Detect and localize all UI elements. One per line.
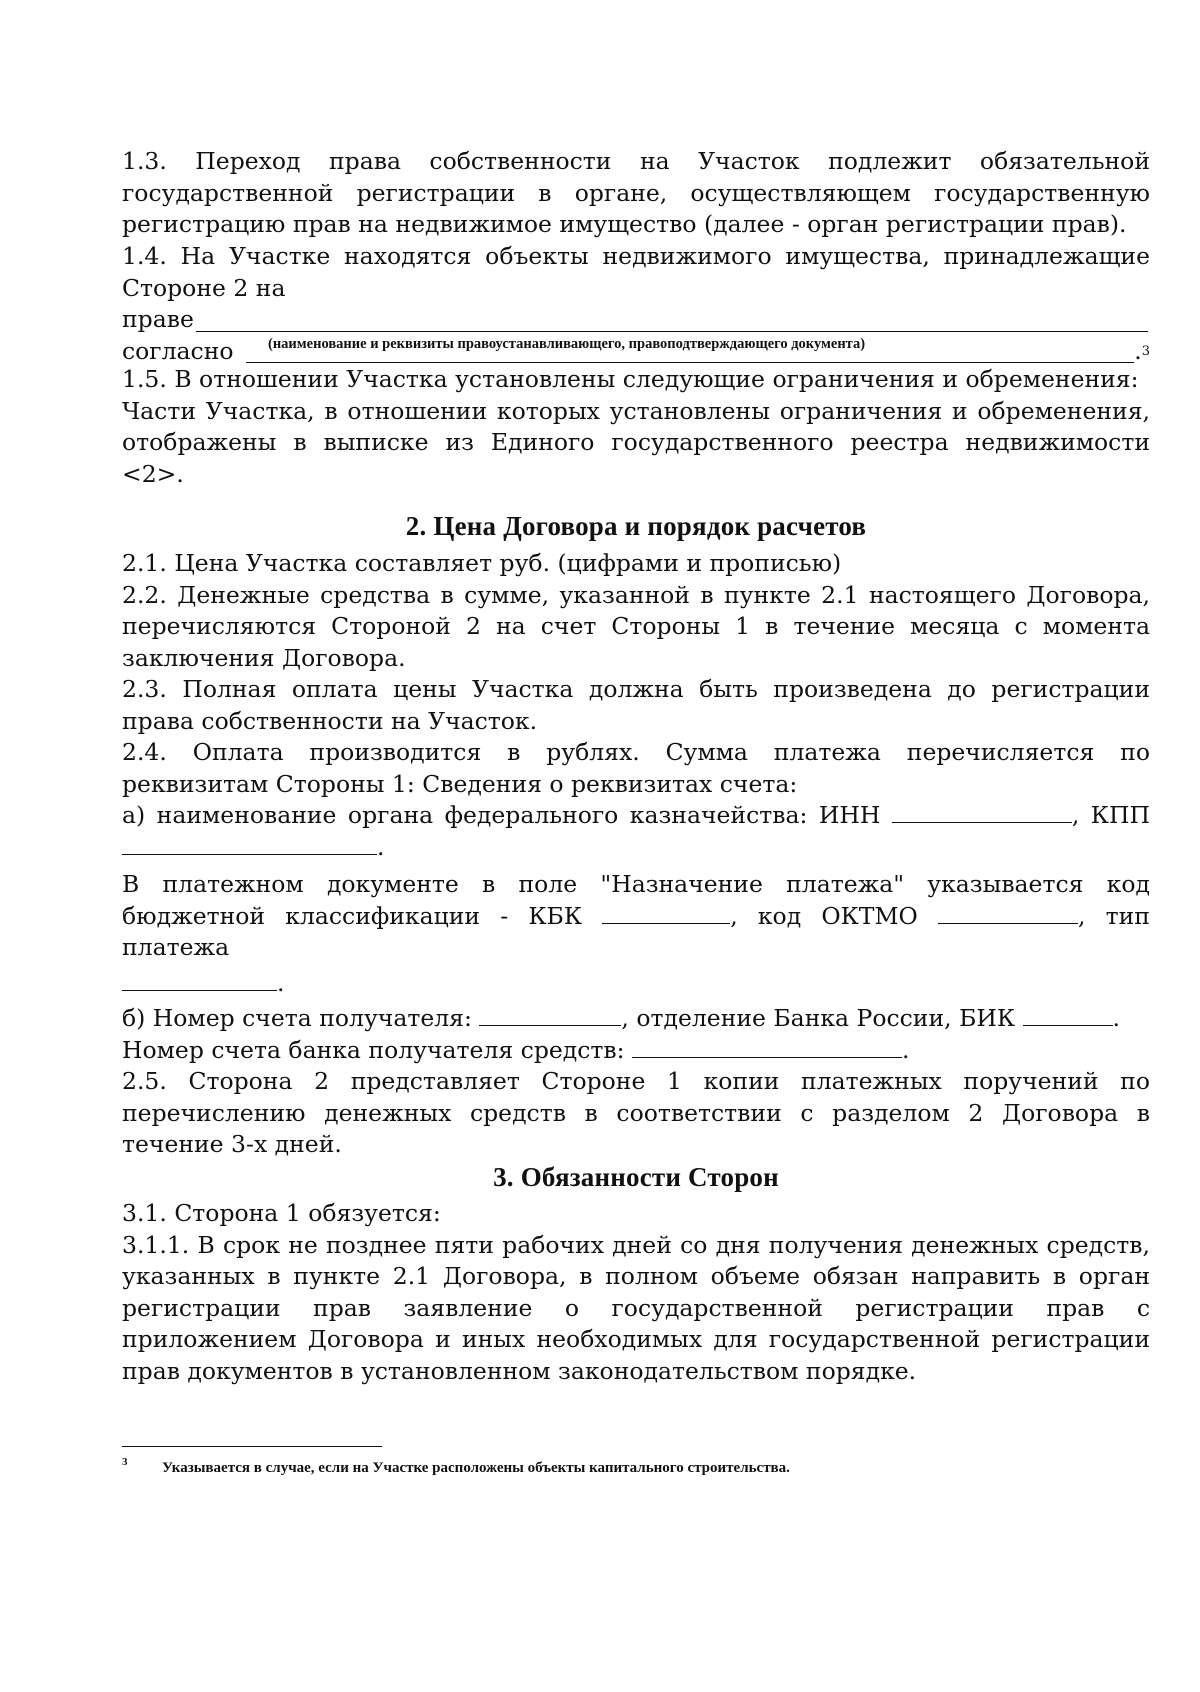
document-caption: (наименование и реквизиты правоустанавливающего, правоподтверждающего документа) <box>268 336 866 352</box>
pravo-row <box>122 304 1150 336</box>
section-2 <box>122 511 1150 542</box>
clause-1-4-text: 1.4. На Участке находятся объекты недвижимого имущества, принадлежащие Стороне 2 на <box>122 242 1150 302</box>
pravo-label: праве <box>122 305 194 333</box>
clause-2-5: 2.5. Сторона 2 представляет Стороне 1 копии платежных поручений по перечислению денежных средств в соответствии с разделом 2 Договора в течение 3-х дней. <box>122 1067 1150 1158</box>
soglasno-label: согласно <box>122 336 234 365</box>
kpp-row <box>122 832 1150 864</box>
payment-type-end-dot: . <box>277 968 285 997</box>
recipient-account-blank <box>479 1003 621 1026</box>
kbk-blank <box>602 901 730 924</box>
inn-row <box>122 800 1150 832</box>
account-row <box>122 1003 1150 1035</box>
bik-blank <box>1023 1003 1113 1026</box>
kpp-label: , КПП <box>1071 801 1150 829</box>
inn-label: а) наименование органа федерального казначейства: ИНН <box>122 801 881 829</box>
soglasno-end-mark: . <box>1134 336 1142 365</box>
bank-account-label: Номер счета банка получателя средств: <box>122 1035 625 1064</box>
section-2-heading: 2. Цена Договора и порядок расчетов <box>405 511 867 541</box>
footnote-ref-3: 3 <box>1141 343 1150 359</box>
payment-type-row <box>122 968 1150 1000</box>
kpp-end-dot: . <box>377 832 385 861</box>
recipient-account-label: б) Номер счета получателя: <box>122 1004 472 1032</box>
payment-type-label: , тип платежа <box>122 901 1150 961</box>
clause-3-1: 3.1. Сторона 1 обязуется: <box>122 1199 441 1227</box>
clause-1-3 <box>122 146 1150 241</box>
bank-account-blank <box>632 1035 902 1058</box>
clause-3-1-1: 3.1.1. В срок не позднее пяти рабочих дней со дня получения денежных средств, указанных в пункте 2.1 Договора, в полном объеме обязан направить в орган регистрации прав заявление о государственной регистрации прав с приложением Договора и иных необходимых для государственной регистрации прав документов в установленном законодательством порядке. <box>122 1230 1150 1385</box>
section-2-body <box>122 548 1150 1161</box>
clause-1-5-parts-text: Части Участка, в отношении которых установлены ограничения и обременения, отображены в выписке из Единого государственного реестра недвижимости <2>. <box>122 396 1150 488</box>
payment-type-blank <box>122 968 277 991</box>
kbk-row <box>122 869 1150 964</box>
bank-account-end-dot: . <box>902 1035 910 1064</box>
footnote-marker: 3 <box>122 1456 128 1468</box>
bik-end-dot: . <box>1112 1004 1120 1032</box>
clause-1-3-text: 1.3. Переход права собственности на Участок подлежит обязательной государственной регистрации в органе, осуществляющем государственную регистрацию прав на недвижимое имущество (далее - орган регистрации прав). <box>122 147 1150 238</box>
kbk-label: В платежном документе в поле "Назначение платежа" указывается код бюджетной классификации - КБК <box>122 870 1150 930</box>
footnote-text: Указывается в случае, если на Участке расположены объекты капитального строительства. <box>162 1460 790 1476</box>
clause-1-5-text: 1.5. В отношении Участка установлены следующие ограничения и обременения: <box>122 365 1139 393</box>
kpp-blank <box>122 832 377 855</box>
clause-2-4: 2.4. Оплата производится в рублях. Сумма платежа перечисляется по реквизитам Стороны 1: Сведения о реквизитах счета: <box>122 738 1150 798</box>
bank-account-row <box>122 1035 1150 1067</box>
oktmo-blank <box>938 901 1078 924</box>
pravo-blank-line <box>196 309 1148 332</box>
footnote-separator <box>122 1446 382 1447</box>
bik-label: , отделение Банка России, БИК <box>621 1004 1016 1032</box>
inn-blank <box>892 800 1072 823</box>
footnote <box>122 1456 790 1477</box>
section-3 <box>122 1162 1150 1193</box>
clause-1-5 <box>122 364 1150 490</box>
clause-2-2: 2.2. Денежные средства в сумме, указанной в пункте 2.1 настоящего Договора, перечисляются Стороной 2 на счет Стороны 1 в течение месяца с момента заключения Договора. <box>122 580 1150 672</box>
clause-2-1: 2.1. Цена Участка составляет руб. (цифрами и прописью) <box>122 549 842 577</box>
oktmo-label: , код ОКТМО <box>730 901 918 930</box>
clause-2-3: 2.3. Полная оплата цены Участка должна быть произведена до регистрации права собственности на Участок. <box>122 675 1150 735</box>
section-3-body <box>122 1198 1150 1387</box>
section-3-heading: 3. Обязанности Сторон <box>493 1162 779 1192</box>
